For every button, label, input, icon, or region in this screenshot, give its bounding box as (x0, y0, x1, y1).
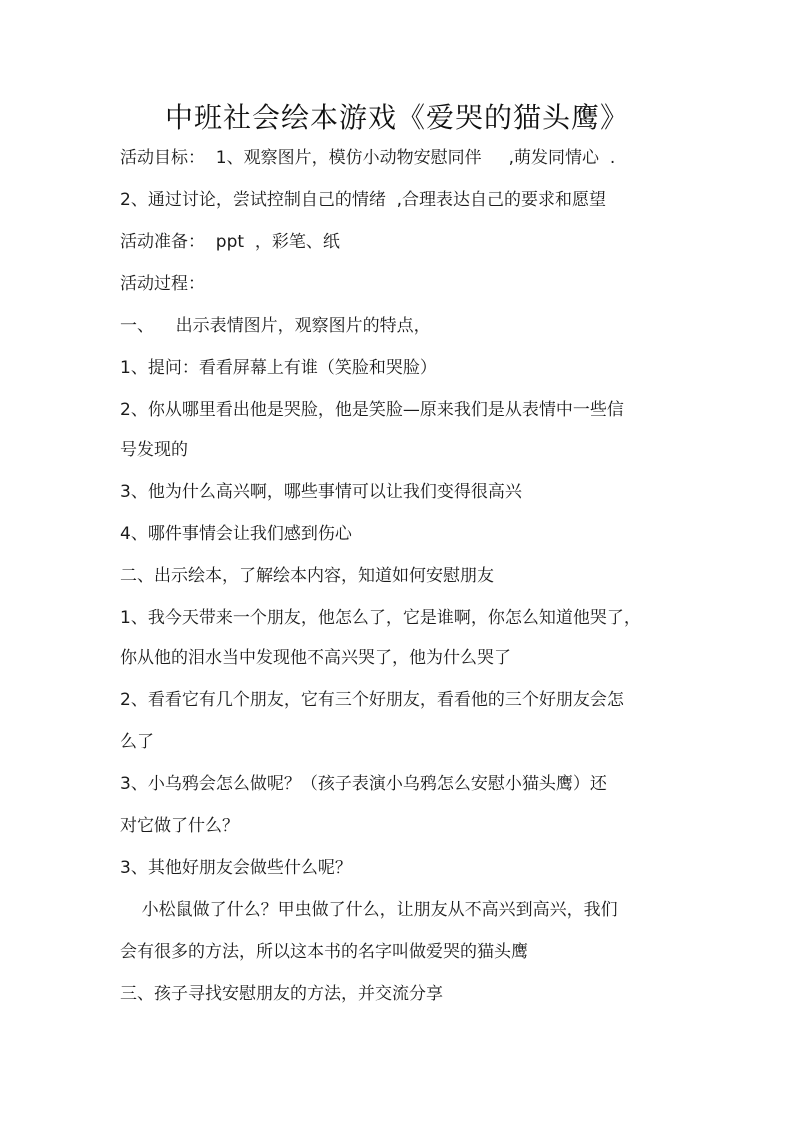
text-line-goal-1: 活动目标： 1、观察图片，模仿小动物安慰同伴 ,萌发同情心 . (120, 148, 616, 168)
text-line-item: 1、我今天带来一个朋友，他怎么了，它是谁啊，你怎么知道他哭了， (120, 608, 641, 628)
text-line-goal-2: 2、通过讨论，尝试控制自己的情绪 ,合理表达自己的要求和愿望 (120, 190, 607, 210)
text-line-item: 4、哪件事情会让我们感到伤心 (120, 524, 352, 544)
text-line-item: 3、小乌鸦会怎么做呢？（孩子表演小乌鸦怎么安慰小猫头鹰）还 (120, 774, 607, 794)
text-line-continuation: 会有很多的方法，所以这本书的名字叫做爱哭的猫头鹰 (120, 942, 528, 962)
text-line-paragraph: 小松鼠做了什么？甲虫做了什么，让朋友从不高兴到高兴，我们 (120, 900, 618, 920)
text-line-continuation: 对它做了什么？ (120, 816, 239, 836)
text-line-item: 3、其他好朋友会做些什么呢？ (120, 858, 352, 878)
text-line-item: 2、看看它有几个朋友，它有三个好朋友，看看他的三个好朋友会怎 (120, 690, 624, 710)
text-line-item: 3、他为什么高兴啊，哪些事情可以让我们变得很高兴 (120, 482, 522, 502)
text-line-item: 2、你从哪里看出他是哭脸，他是笑脸—原来我们是从表情中一些信 (120, 400, 624, 420)
text-line-continuation: 么了 (120, 732, 154, 752)
text-line-continuation: 号发现的 (120, 440, 188, 460)
text-line-item: 1、提问：看看屏幕上有谁（笑脸和哭脸） (120, 358, 437, 378)
document-title: 中班社会绘本游戏《爱哭的猫头鹰》 (164, 101, 629, 134)
text-line-section-3: 三、孩子寻找安慰朋友的方法，并交流分享 (120, 984, 443, 1004)
text-line-preparation: 活动准备： ppt ，彩笔、纸 (120, 232, 340, 252)
text-line-continuation: 你从他的泪水当中发现他不高兴哭了，他为什么哭了 (120, 648, 511, 668)
text-line-section-2: 二、出示绘本，了解绘本内容，知道如何安慰朋友 (120, 566, 494, 586)
text-line-process-heading: 活动过程： (120, 274, 205, 294)
text-line-section-1: 一、 出示表情图片，观察图片的特点， (120, 316, 431, 336)
